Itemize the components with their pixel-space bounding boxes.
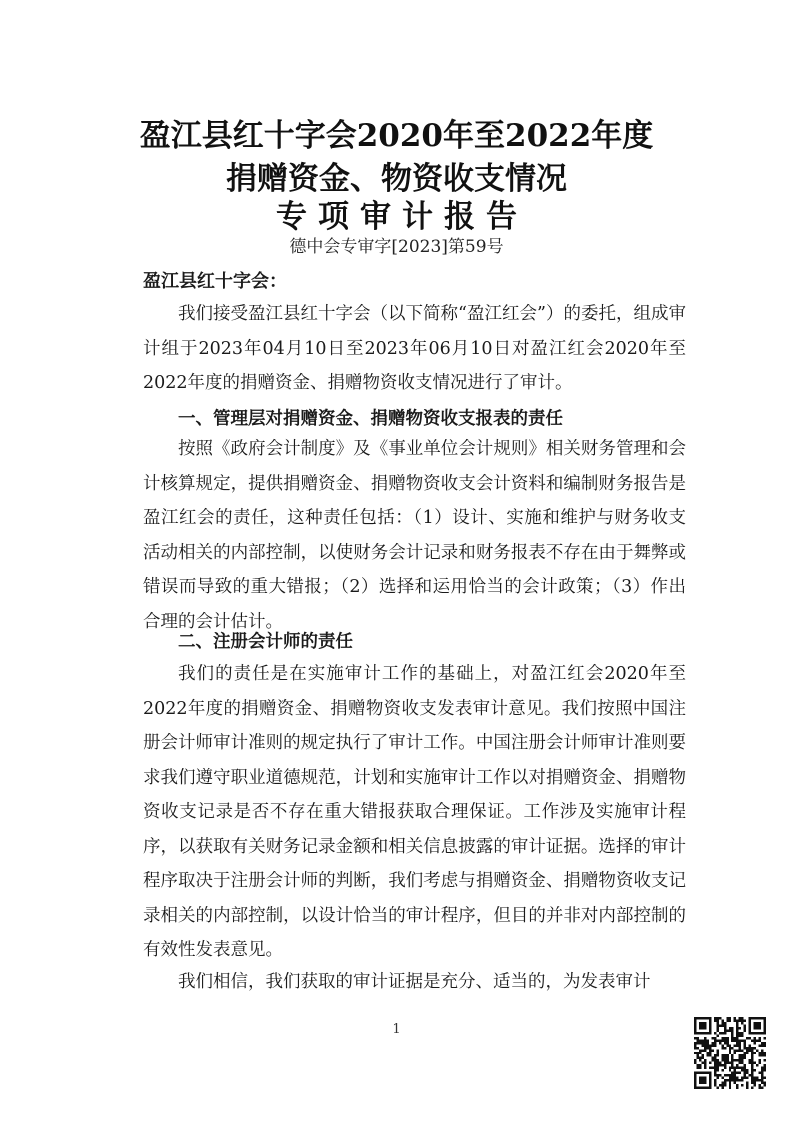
document-number: 德中会专审字[2023]第59号 — [289, 237, 504, 257]
qr-code-icon — [694, 1017, 766, 1089]
paragraph-auditor-responsibility: 我们的责任是在实施审计工作的基础上，对盈江红会2020年至2022年度的捐赠资金、捐赠物资收支发表审计意见。我们按照中国注册会计师审计准则的规定执行了审计工作。中国注册会计师审计准则要求我们遵守职业道德规范，计划和实施审计工作以对捐赠资金、捐赠物资收支记录是否不存在重大错报获取合理保证。工作涉及实施审计程序，以获取有关财务记录金额和相关信息披露的审计证据。选择的审计程序取决于注册会计师的判断，我们考虑与捐赠资金、捐赠物资收支记录相关的内部控制，以设计恰当的审计程序，但目的并非对内部控制的有效性发表意见。 — [143, 664, 686, 960]
section-heading-management-responsibility: 一、管理层对捐赠资金、捐赠物资收支报表的责任 — [178, 409, 563, 429]
salutation: 盈江县红十字会： — [143, 271, 287, 292]
report-title-line3: 专项审计报告 — [276, 199, 528, 235]
paragraph-management-responsibility: 按照《政府会计制度》及《事业单位会计规则》相关财务管理和会计核算规定，提供捐赠资金、捐赠物资收支会计资料和编制财务报告是盈江红会的责任，这种责任包括：（1）设计、实施和维护与财务收支活动相关的内部控制，以使财务会计记录和财务报表不存在由于舞弊或错误而导致的重大错报；（2）选择和运用恰当的会计政策；（3）作出合理的会计估计。 — [143, 439, 686, 632]
paragraph-audit-evidence: 我们相信，我们获取的审计证据是充分、适当的，为发表审计 — [178, 972, 651, 992]
report-title-line2: 捐赠资金、物资收支情况 — [226, 161, 567, 197]
paragraph-engagement: 我们接受盈江县红十字会（以下简称“盈江红会”）的委托，组成审计组于2023年04月10日至2023年06月10日对盈江红会2020年至2022年度的捐赠资金、捐赠物资收支情况进行了审计。 — [143, 304, 686, 393]
section-heading-auditor-responsibility: 二、注册会计师的责任 — [178, 632, 353, 652]
report-title-line1: 盈江县红十字会2020年至2022年度 — [139, 118, 654, 154]
page-number: 1 — [392, 1022, 401, 1037]
